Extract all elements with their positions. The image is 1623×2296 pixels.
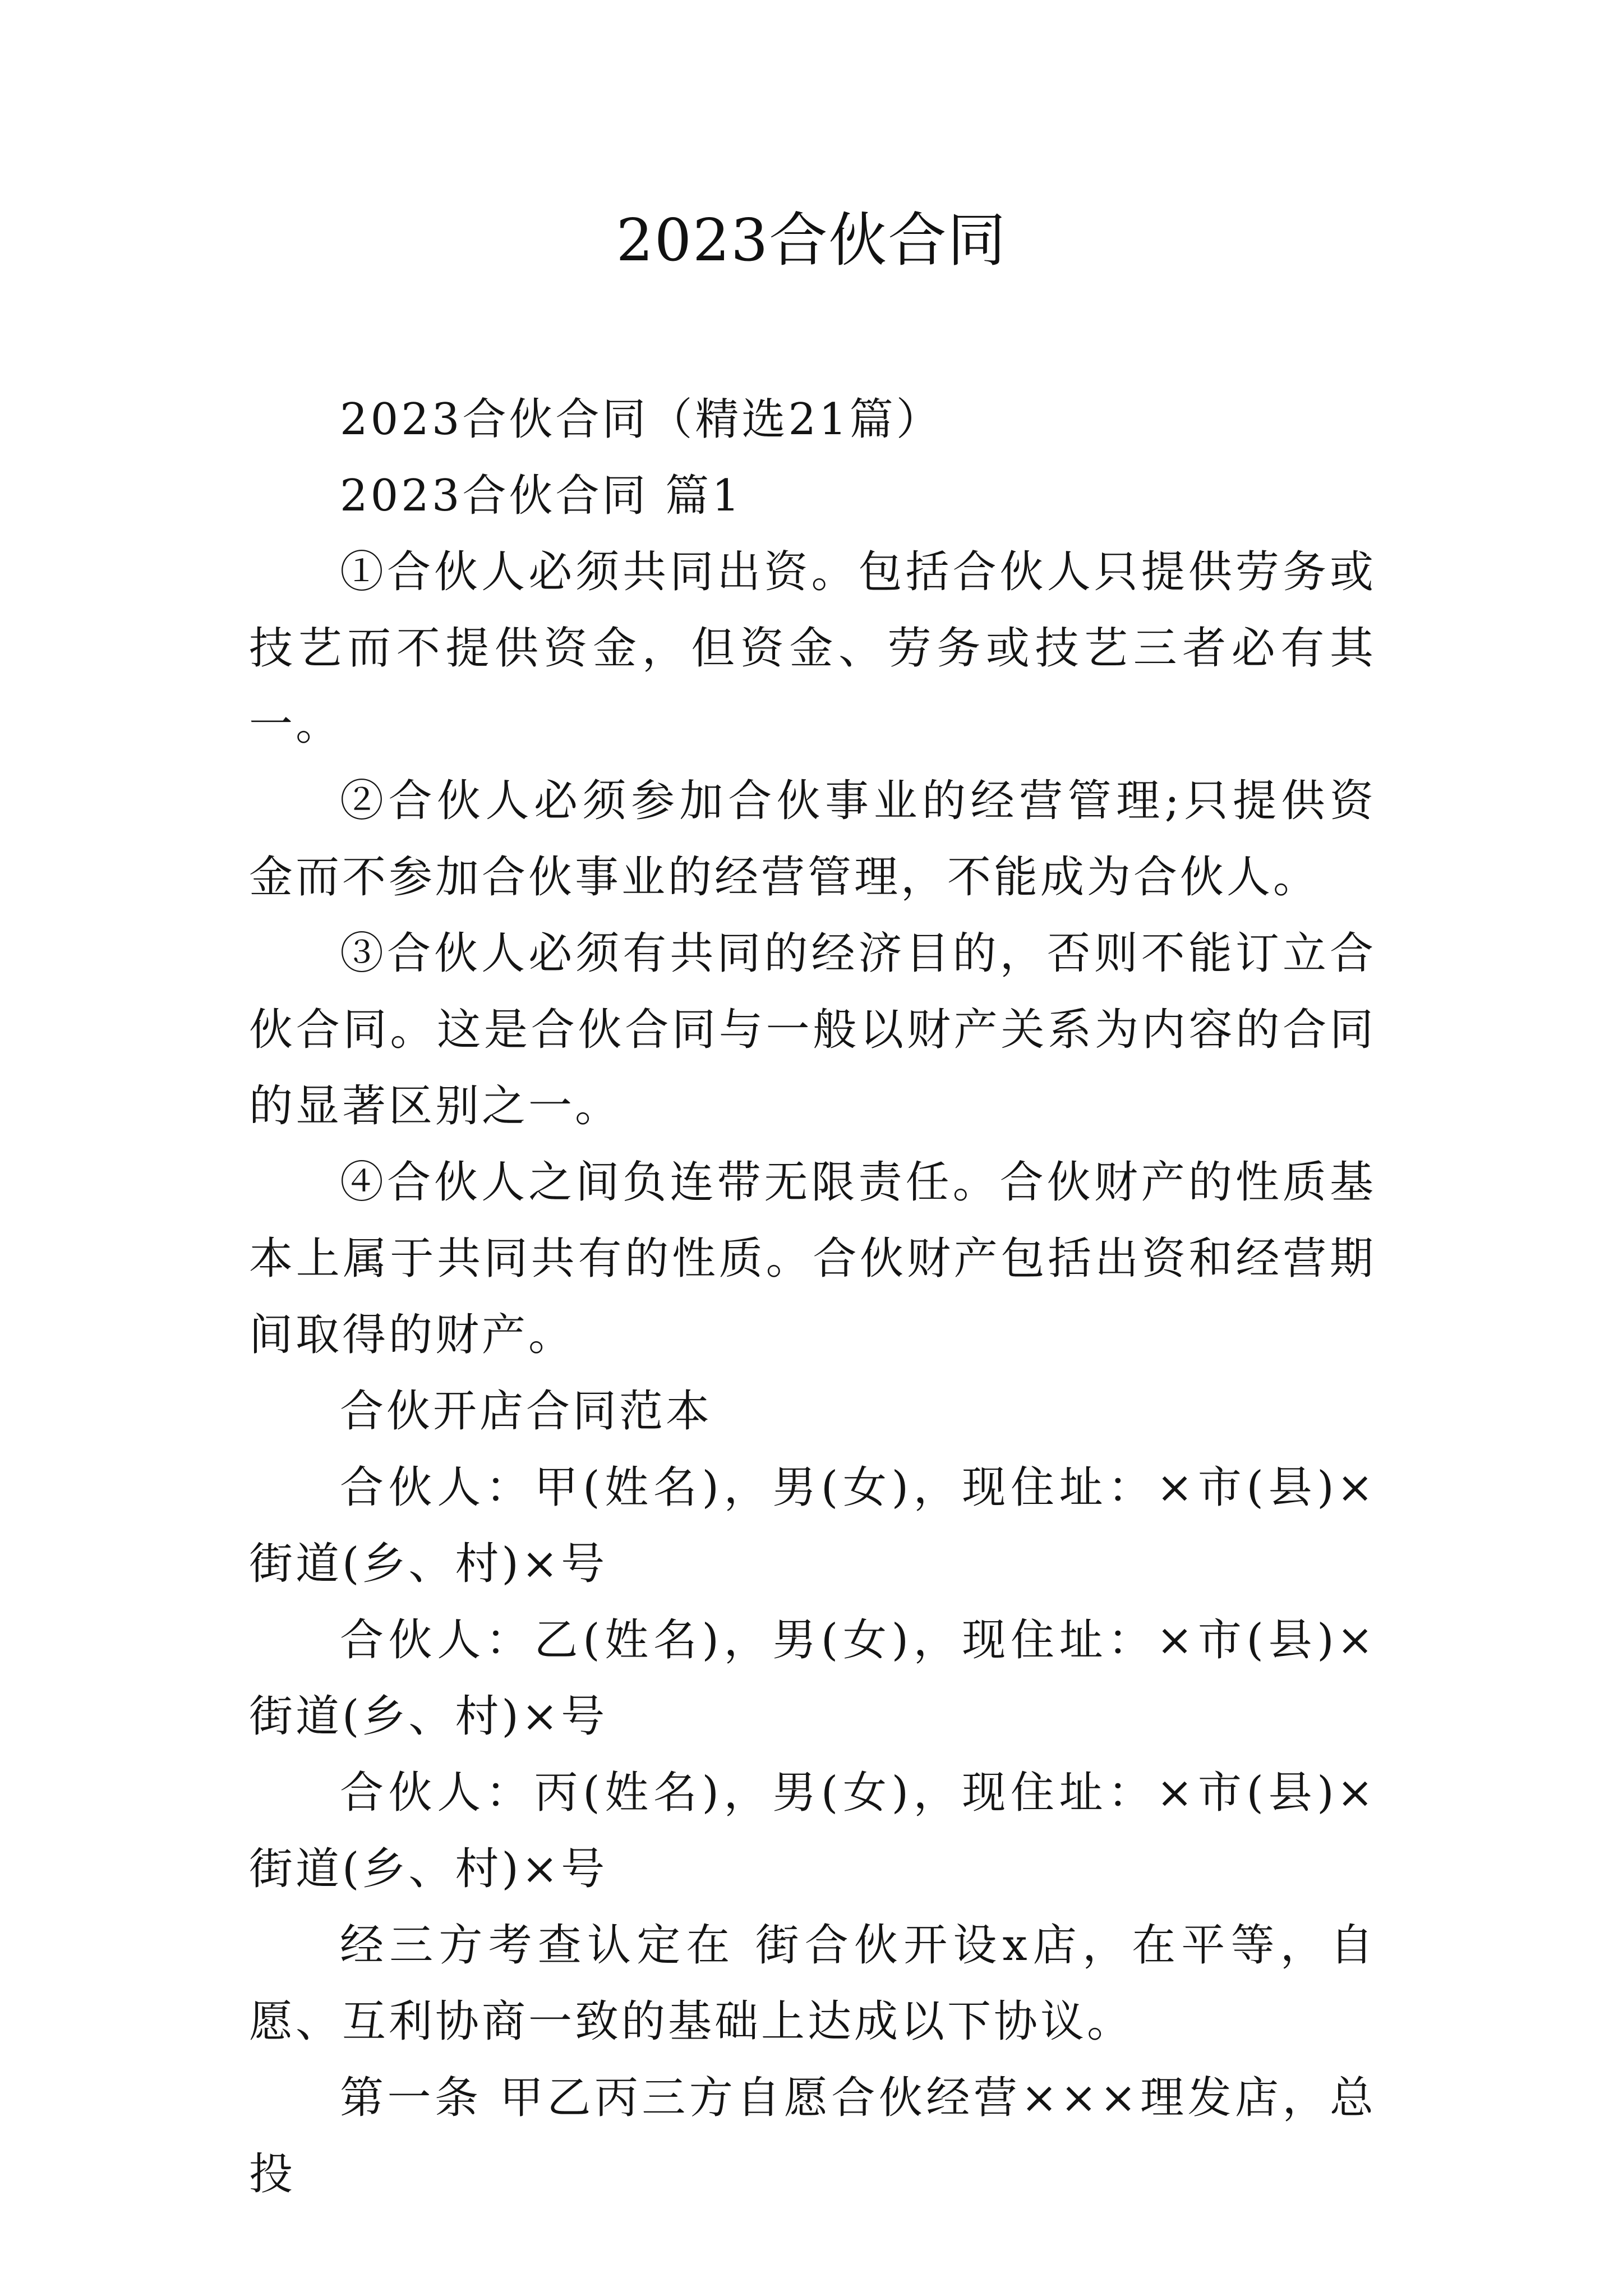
clause-paragraph-1: ①合伙人必须共同出资。包括合伙人只提供劳务或技艺而不提供资金，但资金、劳务或技艺三者必有其一。	[249, 547, 1376, 750]
partner-b-line: 合伙人：乙(姓名)，男(女)，现住址：×市(县)× 街道(乡、村)×号	[249, 1615, 1376, 1742]
article-one: 第一条 甲乙丙三方自愿合伙经营×××理发店，总投	[249, 2073, 1376, 2200]
clause-paragraph-3: ③合伙人必须有共同的经济目的，否则不能订立合伙合同。这是合伙合同与一般以财产关系为内容的合同的显著区别之一。	[249, 928, 1376, 1131]
agreement-intro: 经三方考查认定在 街合伙开设x店，在平等，自愿、互利协商一致的基础上达成以下协议。	[249, 1920, 1376, 2047]
document-title: 2023合伙合同	[616, 206, 1007, 274]
section-heading: 2023合伙合同 篇1	[340, 471, 743, 521]
template-heading: 合伙开店合同范本	[340, 1386, 713, 1437]
partner-a-line: 合伙人：甲(姓名)，男(女)，现住址：×市(县)× 街道(乡、村)×号	[249, 1462, 1376, 1589]
clause-paragraph-4: ④合伙人之间负连带无限责任。合伙财产的性质基本上属于共同共有的性质。合伙财产包括出资和经营期间取得的财产。	[249, 1157, 1376, 1360]
clause-paragraph-2: ②合伙人必须参加合伙事业的经营管理;只提供资金而不参加合伙事业的经营管理，不能成为合伙人。	[249, 776, 1376, 903]
subtitle-paragraph: 2023合伙合同（精选21篇）	[340, 394, 943, 445]
document-body	[249, 381, 1376, 2212]
partner-c-line: 合伙人：丙(姓名)，男(女)，现住址：×市(县)× 街道(乡、村)×号	[249, 1768, 1376, 1894]
